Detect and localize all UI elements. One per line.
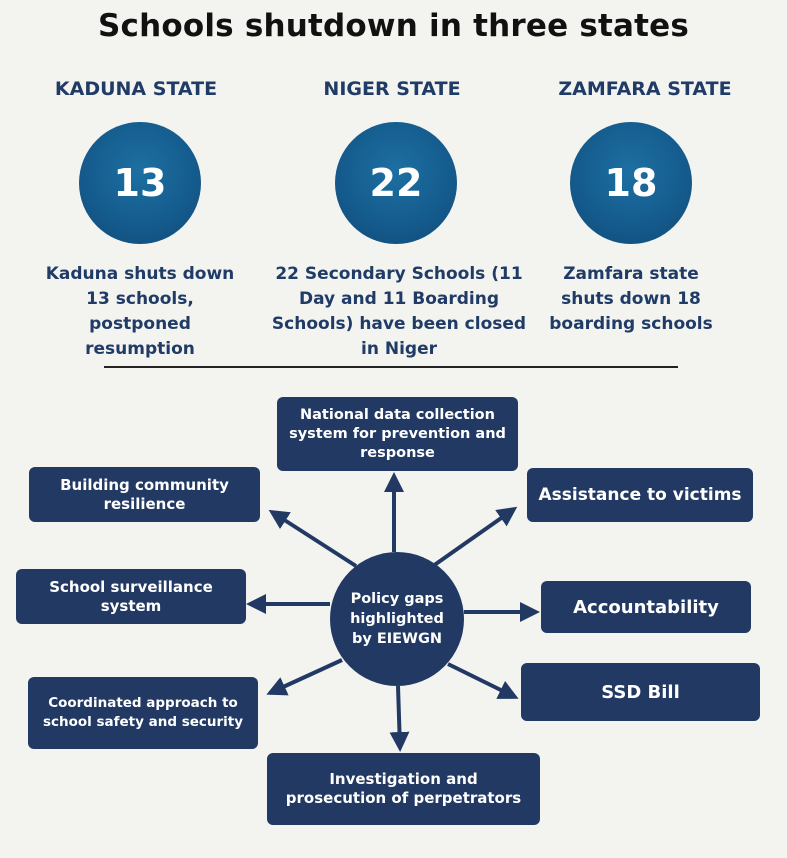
- gap-box-ssd-bill: [521, 663, 760, 721]
- state-label-niger: NIGER STATE: [323, 78, 461, 100]
- gap-box-surveillance: [16, 569, 246, 624]
- hub-label: Policy gaps highlighted by EIEWGN: [350, 591, 444, 647]
- arrow-assistance: [433, 509, 514, 566]
- stat-description-zamfara: Zamfara state shuts down 18 boarding schools: [549, 264, 713, 334]
- gap-label-coordinated: Coordinated approach to school safety and security: [42, 695, 244, 730]
- gap-label-national-data: National data collection system for prevention and response: [289, 406, 506, 461]
- gap-box-investigation: [267, 753, 540, 825]
- gap-label-investigation: Investigation and prosecution of perpetrators: [285, 770, 522, 807]
- stat-count-zamfara: 18: [604, 161, 658, 205]
- arrow-ssd-bill: [448, 664, 515, 697]
- gap-box-assistance: [527, 468, 753, 522]
- page-title: Schools shutdown in three states: [97, 8, 690, 44]
- gap-label-accountability: Accountability: [573, 596, 719, 618]
- arrow-investigation: [398, 686, 400, 748]
- gap-label-surveillance: School surveillance system: [49, 577, 213, 615]
- state-label-kaduna: KADUNA STATE: [54, 78, 218, 100]
- stat-description-niger: 22 Secondary Schools (11 Day and 11 Boarding Schools) have been closed in Niger: [271, 264, 527, 359]
- arrow-community: [272, 512, 356, 566]
- stat-count-kaduna: 13: [113, 161, 167, 205]
- gap-box-community: [29, 467, 260, 522]
- gap-box-coordinated: [28, 677, 258, 749]
- gap-box-national-data: [277, 397, 518, 471]
- stat-description-kaduna: Kaduna shuts down 13 schools, postponed resumption: [45, 264, 235, 359]
- gap-box-accountability: [541, 581, 751, 633]
- gap-label-assistance: Assistance to victims: [538, 484, 742, 505]
- arrow-coordinated: [270, 660, 342, 693]
- gap-label-community: Building community resilience: [60, 475, 229, 513]
- state-label-zamfara: ZAMFARA STATE: [558, 78, 732, 100]
- stat-count-niger: 22: [369, 161, 423, 205]
- policy-gaps-hub: [330, 552, 464, 686]
- gap-label-ssd-bill: SSD Bill: [601, 681, 680, 703]
